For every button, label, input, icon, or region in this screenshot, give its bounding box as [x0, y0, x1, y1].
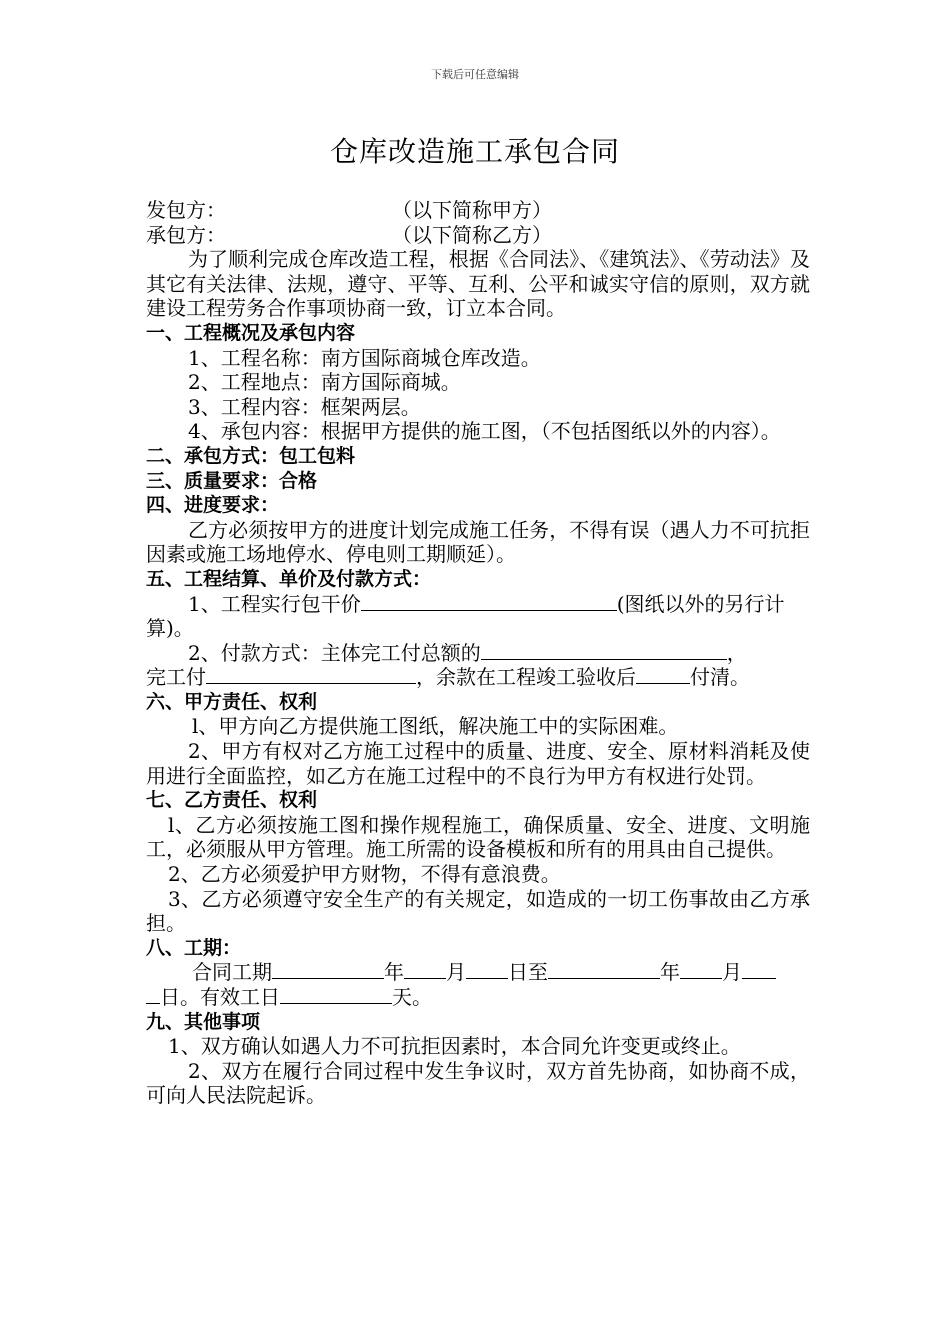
lump-sum-blank: [361, 592, 617, 611]
period-label: 合同工期: [192, 960, 272, 985]
day-label: 日。有效工日: [160, 985, 280, 1009]
payment-comma: ，: [726, 640, 747, 665]
end-year-blank: [548, 960, 660, 979]
payment-blank-1: [481, 641, 727, 660]
section-9-heading: 九、其他事项: [146, 1010, 261, 1033]
section-6-heading: 六、甲方责任、权利: [146, 690, 318, 713]
section-7-item-3: 3、乙方必须遵守安全生产的有关规定，如造成的一切工伤事故由乙方承担。: [146, 886, 810, 936]
end-day-blank-b: [146, 985, 160, 1004]
start-month-unit: 月: [446, 960, 466, 985]
section-8-heading: 八、工期：: [146, 936, 242, 959]
header-note: 下载后可任意编辑: [431, 68, 519, 81]
section-7-item-1: l、乙方必须按施工图和操作规程施工，确保质量、安全、进度、文明施工，必须服从甲方管理。施工所需的设备模板和所有的用具由自己提供。: [146, 812, 810, 862]
day-to-label: 日至: [508, 960, 548, 985]
document-title: 仓库改造施工承包合同: [329, 135, 620, 168]
section-5-item-1: [146, 592, 810, 641]
employer-note: （以下简称甲方）: [392, 198, 552, 222]
section-1-item-3: 3、工程内容：框架两层。: [188, 394, 421, 419]
start-day-blank: [466, 960, 508, 979]
section-5-item-2-cont: [146, 665, 810, 690]
employer-line: [146, 198, 810, 223]
section-1-heading: 一、工程概况及承包内容: [146, 321, 356, 344]
section-3-heading: 三、质量要求：合格: [146, 469, 318, 492]
payment-blank-2: [206, 665, 416, 684]
contract-body: [146, 198, 810, 1108]
section-8-days-line: [146, 985, 810, 1010]
lump-sum-note: (图纸以外的另行计算)。: [146, 591, 785, 641]
contractor-line: [146, 223, 810, 248]
section-9-item-1: 1、双方确认如遇人力不可抗拒因素时，本合同允许变更或终止。: [168, 1034, 741, 1059]
end-month-unit: 月: [722, 960, 742, 985]
payment-blank-3: [636, 665, 690, 684]
end-day-blank-a: [742, 960, 776, 979]
payment-label: 2、付款方式：主体完工付总额的: [188, 640, 481, 665]
section-1-item-1: 1、工程名称：南方国际商城仓库改造。: [188, 345, 541, 370]
lump-sum-label: 1、工程实行包干价: [188, 591, 361, 616]
section-7-item-2: 2、乙方必须爱护甲方财物，不得有意浪费。: [168, 862, 561, 887]
section-4-text: 乙方必须按甲方的进度计划完成施工任务，不得有误（遇人力不可抗拒因素或施工场地停水、停电则工期顺延）。: [146, 517, 810, 567]
balance-label: ，余款在工程竣工验收后: [416, 665, 636, 690]
employer-label: 发包方：: [146, 198, 226, 222]
section-6-item-2: 2、甲方有权对乙方施工过程中的质量、进度、安全、原材料消耗及使用进行全面监控，如乙方在施工过程中的不良行为甲方有权进行处罚。: [146, 739, 810, 788]
preamble: 为了顺利完成仓库改造工程，根据《合同法》、《建筑法》、《劳动法》及其它有关法律、法规，遵守、平等、互利、公平和诚实守信的原则，双方就建设工程劳务合作事项协商一致，订立本合同。: [146, 247, 810, 321]
section-5-heading: 五、工程结算、单价及付款方式：: [146, 567, 432, 590]
end-month-blank: [680, 960, 722, 979]
start-year-unit: 年: [384, 960, 404, 985]
section-2-heading: 二、承包方式：包工包料: [146, 444, 356, 467]
section-8-period-line: [146, 960, 810, 985]
completion-label: 完工付: [146, 665, 206, 690]
section-4-heading: 四、进度要求：: [146, 494, 280, 517]
workdays-blank: [280, 985, 392, 1004]
section-6-item-1: l、甲方向乙方提供施工图纸，解决施工中的实际困难。: [192, 714, 679, 739]
start-year-blank: [272, 960, 384, 979]
section-5-item-2: [146, 641, 810, 666]
contractor-label: 承包方：: [146, 222, 226, 247]
section-1-item-4: 4、承包内容：根据甲方提供的施工图，（不包括图纸以外的内容）。: [188, 419, 781, 444]
end-year-unit: 年: [660, 960, 680, 985]
section-1-item-2: 2、工程地点：南方国际商城。: [188, 370, 461, 395]
days-unit: 天。: [392, 985, 432, 1009]
settle-label: 付清。: [690, 665, 750, 690]
contractor-note: （以下简称乙方）: [392, 222, 552, 247]
section-9-item-2: 2、双方在履行合同过程中发生争议时，双方首先协商，如协商不成，可向人民法院起诉。: [146, 1058, 810, 1108]
start-month-blank: [404, 960, 446, 979]
section-7-heading: 七、乙方责任、权利: [146, 789, 318, 812]
